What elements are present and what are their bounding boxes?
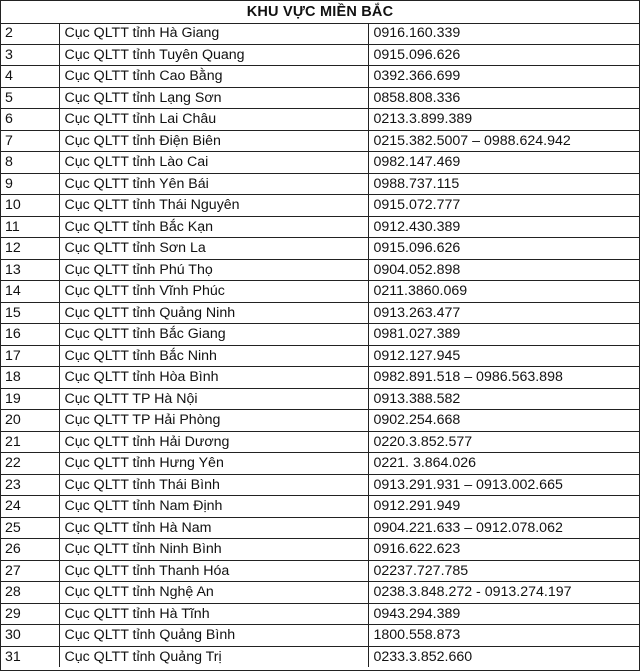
phone-number: 0913.291.931 – 0913.002.665	[368, 474, 639, 496]
agency-name: Cục QLTT tỉnh Nam Định	[59, 496, 368, 518]
agency-name: Cục QLTT tỉnh Hà Giang	[59, 23, 368, 44]
row-number: 30	[1, 625, 59, 647]
row-number: 18	[1, 367, 59, 389]
row-number: 24	[1, 496, 59, 518]
table-row	[1, 431, 639, 453]
agency-name: Cục QLTT tỉnh Hòa Bình	[59, 367, 368, 389]
phone-number: 0916.160.339	[368, 23, 639, 44]
agency-name: Cục QLTT tỉnh Hưng Yên	[59, 453, 368, 475]
row-number: 13	[1, 259, 59, 281]
phone-number: 0981.027.389	[368, 324, 639, 346]
agency-name: Cục QLTT tỉnh Điện Biên	[59, 130, 368, 152]
table-row	[1, 44, 639, 66]
row-number: 10	[1, 195, 59, 217]
phone-number: 0220.3.852.577	[368, 431, 639, 453]
phone-number: 0211.3860.069	[368, 281, 639, 303]
phone-number: 0238.3.848.272 - 0913.274.197	[368, 582, 639, 604]
table-row	[1, 66, 639, 88]
agency-name: Cục QLTT tỉnh Tuyên Quang	[59, 44, 368, 66]
row-number: 11	[1, 216, 59, 238]
row-number: 19	[1, 388, 59, 410]
contact-table	[1, 23, 639, 667]
agency-name: Cục QLTT tỉnh Quảng Trị	[59, 646, 368, 667]
row-number: 28	[1, 582, 59, 604]
row-number: 29	[1, 603, 59, 625]
agency-name: Cục QLTT tỉnh Thái Nguyên	[59, 195, 368, 217]
table-row	[1, 23, 639, 44]
phone-number: 0916.622.623	[368, 539, 639, 561]
row-number: 20	[1, 410, 59, 432]
phone-number: 0982.147.469	[368, 152, 639, 174]
table-row	[1, 646, 639, 667]
row-number: 16	[1, 324, 59, 346]
phone-number: 0912.291.949	[368, 496, 639, 518]
phone-number: 0982.891.518 – 0986.563.898	[368, 367, 639, 389]
table-row	[1, 453, 639, 475]
row-number: 31	[1, 646, 59, 667]
phone-number: 0213.3.899.389	[368, 109, 639, 131]
row-number: 2	[1, 23, 59, 44]
table-row	[1, 216, 639, 238]
agency-name: Cục QLTT tỉnh Hà Nam	[59, 517, 368, 539]
table-row	[1, 367, 639, 389]
table-row	[1, 625, 639, 647]
row-number: 17	[1, 345, 59, 367]
agency-name: Cục QLTT tỉnh Quảng Ninh	[59, 302, 368, 324]
table-row	[1, 388, 639, 410]
agency-name: Cục QLTT tỉnh Lai Châu	[59, 109, 368, 131]
row-number: 3	[1, 44, 59, 66]
agency-name: Cục QLTT tỉnh Yên Bái	[59, 173, 368, 195]
row-number: 4	[1, 66, 59, 88]
agency-name: Cục QLTT tỉnh Bắc Giang	[59, 324, 368, 346]
agency-name: Cục QLTT tỉnh Lạng Sơn	[59, 87, 368, 109]
table-row	[1, 496, 639, 518]
phone-number: 0912.430.389	[368, 216, 639, 238]
table-row	[1, 281, 639, 303]
phone-number: 0902.254.668	[368, 410, 639, 432]
row-number: 26	[1, 539, 59, 561]
table-row	[1, 539, 639, 561]
agency-name: Cục QLTT tỉnh Quảng Bình	[59, 625, 368, 647]
table-row	[1, 324, 639, 346]
phone-number: 0221. 3.864.026	[368, 453, 639, 475]
table-row	[1, 152, 639, 174]
row-number: 7	[1, 130, 59, 152]
table-row	[1, 560, 639, 582]
phone-number: 0943.294.389	[368, 603, 639, 625]
phone-number: 0392.366.699	[368, 66, 639, 88]
phone-number: 0912.127.945	[368, 345, 639, 367]
table-row	[1, 173, 639, 195]
table-row	[1, 259, 639, 281]
agency-name: Cục QLTT tỉnh Nghệ An	[59, 582, 368, 604]
row-number: 6	[1, 109, 59, 131]
table-row	[1, 517, 639, 539]
phone-number: 0215.382.5007 – 0988.624.942	[368, 130, 639, 152]
row-number: 23	[1, 474, 59, 496]
agency-name: Cục QLTT tỉnh Vĩnh Phúc	[59, 281, 368, 303]
agency-name: Cục QLTT tỉnh Hải Dương	[59, 431, 368, 453]
row-number: 27	[1, 560, 59, 582]
phone-number: 0915.096.626	[368, 238, 639, 260]
table-row	[1, 582, 639, 604]
agency-name: Cục QLTT tỉnh Sơn La	[59, 238, 368, 260]
row-number: 15	[1, 302, 59, 324]
row-number: 21	[1, 431, 59, 453]
row-number: 8	[1, 152, 59, 174]
table-row	[1, 87, 639, 109]
agency-name: Cục QLTT tỉnh Hà Tĩnh	[59, 603, 368, 625]
phone-number: 02237.727.785	[368, 560, 639, 582]
row-number: 5	[1, 87, 59, 109]
agency-name: Cục QLTT tỉnh Bắc Ninh	[59, 345, 368, 367]
row-number: 12	[1, 238, 59, 260]
table-row	[1, 302, 639, 324]
table-row	[1, 410, 639, 432]
row-number: 14	[1, 281, 59, 303]
table-row	[1, 195, 639, 217]
phone-number: 0913.388.582	[368, 388, 639, 410]
agency-name: Cục QLTT tỉnh Ninh Bình	[59, 539, 368, 561]
row-number: 25	[1, 517, 59, 539]
agency-name: Cục QLTT tỉnh Phú Thọ	[59, 259, 368, 281]
phone-number: 0233.3.852.660	[373, 648, 473, 665]
table-row	[1, 603, 639, 625]
phone-number: 0904.221.633 – 0912.078.062	[368, 517, 639, 539]
phone-number: 0904.052.898	[368, 259, 639, 281]
phone-number: 0915.072.777	[368, 195, 639, 217]
phone-number: 1800.558.873	[368, 625, 639, 647]
phone-number: 0858.808.336	[368, 87, 639, 109]
table-row	[1, 109, 639, 131]
table-row	[1, 345, 639, 367]
agency-name: Cục QLTT tỉnh Bắc Kạn	[59, 216, 368, 238]
table-row	[1, 238, 639, 260]
phone-number: 0988.737.115	[368, 173, 639, 195]
contact-table-body	[1, 23, 639, 667]
agency-name: Cục QLTT tỉnh Cao Bằng	[59, 66, 368, 88]
region-heading: KHU VỰC MIỀN BẮC	[1, 1, 639, 24]
agency-name: Cục QLTT tỉnh Thái Bình	[59, 474, 368, 496]
row-number: 22	[1, 453, 59, 475]
agency-name: Cục QLTT tỉnh Thanh Hóa	[59, 560, 368, 582]
phone-number: 0913.263.477	[368, 302, 639, 324]
table-row	[1, 130, 639, 152]
agency-name: Cục QLTT tỉnh Lào Cai	[59, 152, 368, 174]
row-number: 9	[1, 173, 59, 195]
agency-name: Cục QLTT TP Hải Phòng	[59, 410, 368, 432]
agency-name: Cục QLTT TP Hà Nội	[59, 388, 368, 410]
table-row	[1, 474, 639, 496]
phone-number: 0915.096.626	[368, 44, 639, 66]
